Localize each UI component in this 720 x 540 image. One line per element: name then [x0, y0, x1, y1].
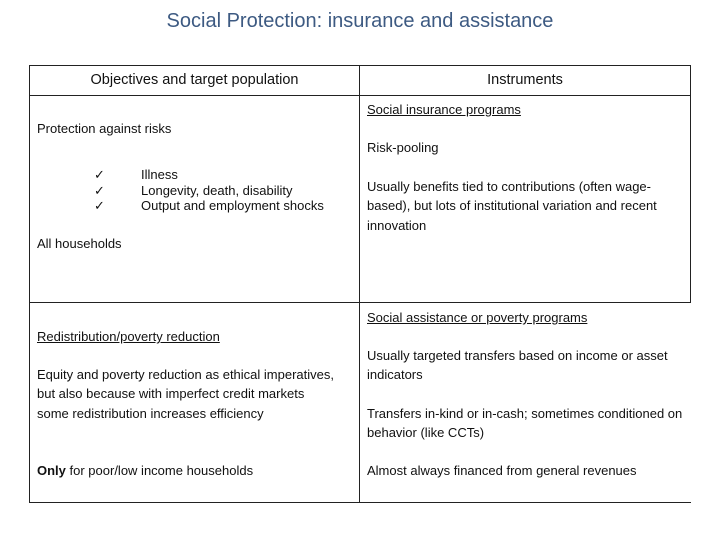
- risk-item: Illness: [141, 167, 178, 182]
- insurance-target-population: All households: [37, 236, 122, 251]
- page-title: Social Protection: insurance and assistance: [166, 10, 554, 32]
- header-objectives: Objectives and target population: [90, 72, 299, 88]
- assistance-targeting-note: Usually targeted transfers based on income or asset indicators: [367, 348, 668, 383]
- row-divider: [29, 302, 691, 303]
- header-instruments: Instruments: [487, 72, 563, 88]
- insurance-mechanism: Risk-pooling: [367, 140, 439, 155]
- table-top-border: [29, 65, 691, 66]
- checkmark-icon: ✓: [94, 183, 105, 198]
- assistance-financing-note: Almost always financed from general revenues: [367, 463, 637, 478]
- assistance-rationale: Equity and poverty reduction as ethical imperatives, but also because with imperfect credit markets some redistribution increases efficiency: [37, 367, 334, 421]
- population-text: for poor/low income households: [65, 463, 254, 478]
- table-left-border: [29, 65, 30, 503]
- population-emphasis: Only: [37, 463, 66, 478]
- header-bottom-border: [29, 95, 691, 96]
- checkmark-icon: ✓: [94, 167, 105, 182]
- table-bottom-border: [29, 502, 691, 503]
- column-divider: [359, 65, 360, 503]
- risk-item: Output and employment shocks: [141, 198, 324, 213]
- assistance-instrument-heading: Social assistance or poverty programs: [367, 310, 588, 325]
- insurance-instrument-heading: Social insurance programs: [367, 102, 521, 117]
- checkmark-icon: ✓: [94, 198, 105, 213]
- table-right-border: [690, 65, 691, 303]
- assistance-objective-heading: Redistribution/poverty reduction: [37, 329, 220, 344]
- assistance-transfers-note: Transfers in-kind or in-cash; sometimes conditioned on behavior (like CCTs): [367, 406, 683, 441]
- assistance-target-population: [37, 461, 253, 480]
- insurance-objective-heading: Protection against risks: [37, 121, 172, 136]
- risk-item: Longevity, death, disability: [141, 183, 293, 198]
- insurance-benefits-note: Usually benefits tied to contributions (often wage-based), but lots of institutional variation and recent innovation: [367, 179, 657, 233]
